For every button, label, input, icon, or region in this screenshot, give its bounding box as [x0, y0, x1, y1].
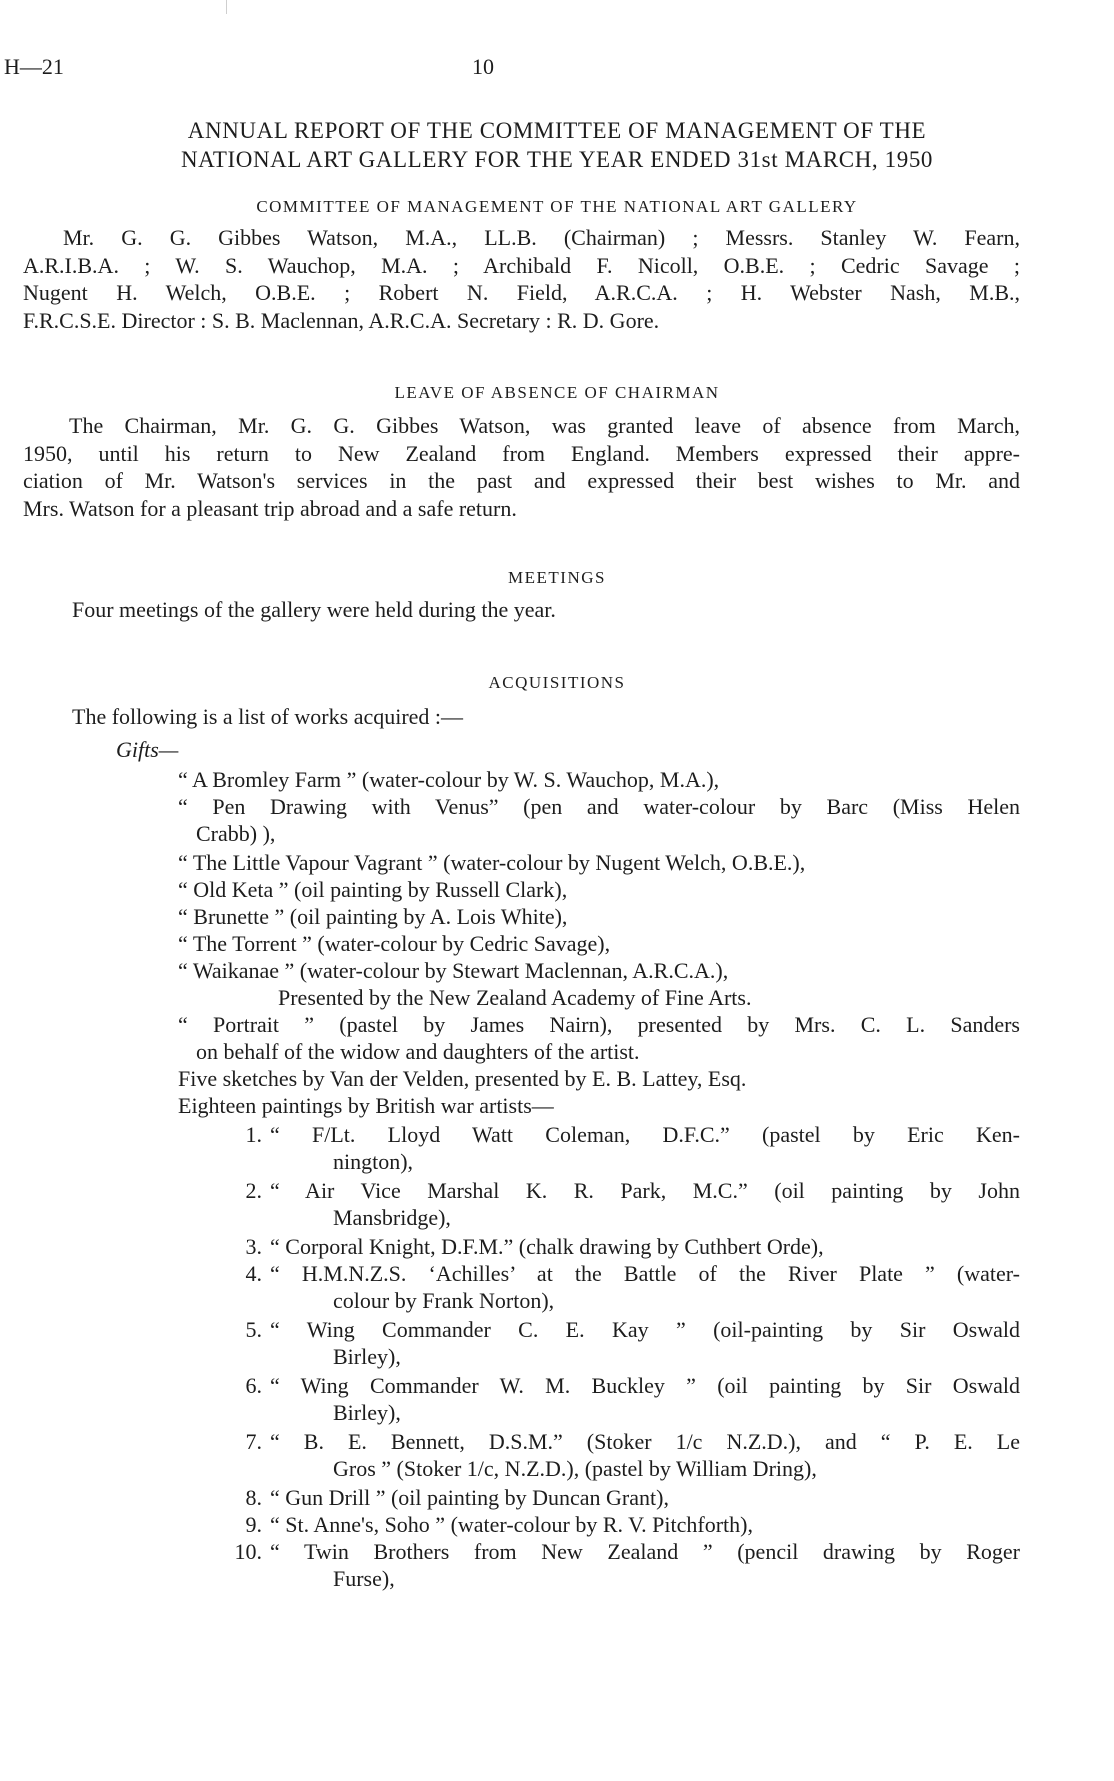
leave-line: The Chairman, Mr. G. G. Gibbes Watson, was granted leave of absence from March,: [69, 413, 1020, 438]
gift-item: “ Old Keta ” (oil painting by Russell Clark),: [178, 877, 568, 902]
gift-presented-by: Presented by the New Zealand Academy of Fine Arts.: [278, 985, 752, 1010]
leave-line: Mrs. Watson for a pleasant trip abroad and a safe return.: [23, 495, 517, 521]
gift-item: “ Waikanae ” (water-colour by Stewart Maclennan, A.R.C.A.),: [178, 958, 729, 983]
war-item: “ H.M.N.Z.S. ‘Achilles’ at the Battle of the River Plate ” (water-: [270, 1261, 1020, 1286]
acquisitions-heading: ACQUISITIONS: [488, 673, 626, 692]
report-code: H—21: [4, 54, 64, 79]
leave-heading: LEAVE OF ABSENCE OF CHAIRMAN: [394, 383, 720, 402]
war-item: “ Twin Brothers from New Zealand ” (pencil drawing by Roger: [270, 1539, 1020, 1564]
leave-paragraph: [23, 412, 1020, 522]
war-item: “ Corporal Knight, D.F.M.” (chalk drawing by Cuthbert Orde),: [270, 1234, 824, 1259]
war-item-continuation: Birley),: [333, 1400, 401, 1425]
page-number: 10: [472, 54, 494, 79]
gift-item: “ A Bromley Farm ” (water-colour by W. S. Wauchop, M.A.),: [178, 767, 720, 792]
committee-members: [23, 224, 1020, 334]
war-item-continuation: Furse),: [333, 1566, 395, 1591]
committee-line: A.R.I.B.A. ; W. S. Wauchop, M.A. ; Archibald F. Nicoll, O.B.E. ; Cedric Savage ;: [23, 252, 1020, 278]
war-item: “ Wing Commander C. E. Kay ” (oil-painting by Sir Oswald: [270, 1317, 1020, 1342]
leave-line: 1950, until his return to New Zealand from England. Members expressed their appre-: [23, 440, 1020, 466]
war-artists-intro: Eighteen paintings by British war artists—: [178, 1093, 554, 1118]
leave-line: ciation of Mr. Watson's services in the past and expressed their best wishes to Mr. and: [23, 468, 1020, 493]
war-item-number: 2.: [245, 1178, 262, 1203]
committee-line: F.R.C.S.E. Director : S. B. Maclennan, A.R.C.A. Secretary : R. D. Gore.: [23, 307, 660, 333]
war-item-continuation: colour by Frank Norton),: [333, 1288, 555, 1313]
war-item-continuation: Gros ” (Stoker 1/c, N.Z.D.), (pastel by William Dring),: [333, 1456, 817, 1481]
gift-item: “ The Little Vapour Vagrant ” (water-colour by Nugent Welch, O.B.E.),: [178, 850, 806, 875]
war-item-number: 3.: [245, 1234, 262, 1259]
war-item-continuation: Birley),: [333, 1344, 401, 1369]
acquisitions-intro: The following is a list of works acquired :—: [72, 704, 464, 729]
war-item-continuation: Mansbridge),: [333, 1205, 451, 1230]
war-item: “ Gun Drill ” (oil painting by Duncan Grant),: [270, 1485, 669, 1510]
committee-line: Nugent H. Welch, O.B.E. ; Robert N. Field, A.R.C.A. ; H. Webster Nash, M.B.,: [23, 280, 1020, 305]
gift-item: “ Pen Drawing with Venus” (pen and water-colour by Barc (Miss Helen: [178, 794, 1020, 819]
meetings-heading: MEETINGS: [508, 568, 606, 587]
committee-line: Mr. G. G. Gibbes Watson, M.A., LL.B. (Chairman) ; Messrs. Stanley W. Fearn,: [63, 225, 1020, 250]
war-item: “ St. Anne's, Soho ” (water-colour by R. V. Pitchforth),: [270, 1512, 753, 1537]
war-item-number: 5.: [245, 1317, 262, 1342]
war-item: “ B. E. Bennett, D.S.M.” (Stoker 1/c N.Z.D.), and “ P. E. Le: [270, 1429, 1020, 1454]
war-item: “ F/Lt. Lloyd Watt Coleman, D.F.C.” (pastel by Eric Ken-: [270, 1122, 1020, 1147]
committee-heading: COMMITTEE OF MANAGEMENT OF THE NATIONAL ART GALLERY: [256, 197, 858, 216]
report-title-line-2: NATIONAL ART GALLERY FOR THE YEAR ENDED 31st MARCH, 1950: [180, 147, 934, 172]
gifts-label: Gifts—: [116, 737, 179, 762]
war-item-number: 7.: [245, 1429, 262, 1454]
war-item-number: 1.: [245, 1122, 262, 1147]
gift-item-continuation: Crabb) ),: [196, 821, 276, 846]
war-item-continuation: nington),: [333, 1149, 414, 1174]
meetings-text: Four meetings of the gallery were held during the year.: [72, 597, 556, 622]
gift-item: “ Portrait ” (pastel by James Nairn), presented by Mrs. C. L. Sanders: [178, 1012, 1020, 1037]
war-item-number: 4.: [245, 1261, 262, 1286]
sketches-entry: Five sketches by Van der Velden, presented by E. B. Lattey, Esq.: [178, 1066, 747, 1091]
war-item: “ Air Vice Marshal K. R. Park, M.C.” (oil painting by John: [270, 1178, 1020, 1203]
report-title-line-1: ANNUAL REPORT OF THE COMMITTEE OF MANAGEMENT OF THE: [187, 118, 927, 143]
war-item: “ Wing Commander W. M. Buckley ” (oil painting by Sir Oswald: [270, 1373, 1020, 1398]
war-item-number: 9.: [245, 1512, 262, 1537]
gift-item: “ Brunette ” (oil painting by A. Lois White),: [178, 904, 568, 929]
war-item-number: 6.: [245, 1373, 262, 1398]
war-item-number: 8.: [245, 1485, 262, 1510]
scan-mark: [226, 0, 227, 14]
gift-item: “ The Torrent ” (water-colour by Cedric Savage),: [178, 931, 611, 956]
war-item-number: 10.: [234, 1539, 262, 1564]
gift-item-continuation: on behalf of the widow and daughters of the artist.: [196, 1039, 640, 1064]
